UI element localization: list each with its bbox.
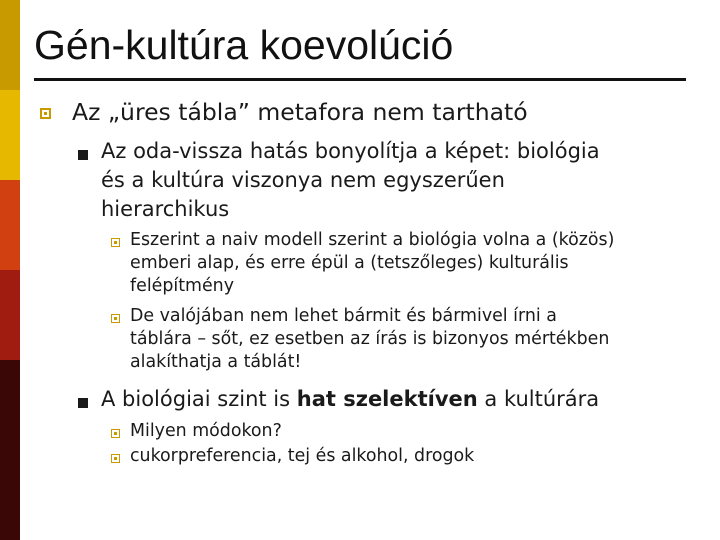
filled-square-bullet-icon	[78, 150, 88, 160]
subsub-bullet-2-line-2: táblára – sőt, ez esetben az írás is bizonyos mértékben	[130, 329, 610, 349]
square-bullet-icon	[40, 108, 51, 119]
title-underline	[34, 78, 686, 81]
side-bar-segment-1	[0, 0, 20, 90]
bullet-1-text: Az „üres tábla” metafora nem tartható	[72, 98, 528, 126]
sub-bullet-2-text-after: a kultúrára	[477, 387, 600, 411]
filled-square-bullet-icon	[78, 398, 88, 408]
side-bar-segment-2	[0, 90, 20, 180]
sub-bullet-2-text	[101, 385, 599, 414]
small-square-bullet-icon	[111, 454, 120, 463]
subsub-bullet-2-line-1: De valójában nem lehet bármit és bármivel írni a	[130, 306, 557, 326]
sub-bullet-1-line-2: és a kultúra viszonya nem egyszerűen	[101, 168, 505, 192]
subsub-bullet-1-line-1: Eszerint a naiv modell szerint a biológia volna a (közös)	[130, 230, 615, 250]
slide-title: Gén-kultúra koevolúció	[34, 22, 454, 68]
sub-bullet-1-line-1: Az oda-vissza hatás bonyolítja a képet: biológia	[101, 139, 600, 163]
sub-bullet-2-text-before: A biológiai szint is	[101, 387, 297, 411]
subsub-bullet-1-line-2: emberi alap, és erre épül a (tetszőleges) kulturális	[130, 253, 569, 273]
side-bar-segment-4	[0, 270, 20, 360]
small-square-bullet-icon	[111, 238, 120, 247]
subsub-bullet-3-text: Milyen módokon?	[130, 421, 282, 441]
small-square-bullet-icon	[111, 429, 120, 438]
small-square-bullet-icon	[111, 314, 120, 323]
subsub-bullet-4-text: cukorpreferencia, tej és alkohol, drogok	[130, 446, 475, 466]
side-bar-segment-3	[0, 180, 20, 270]
sub-bullet-2-bold-text: hat szelektíven	[296, 387, 478, 411]
subsub-bullet-1-line-3: felépítmény	[130, 276, 234, 296]
side-bar-segment-5	[0, 360, 20, 540]
subsub-bullet-2-line-3: alakíthatja a táblát!	[130, 352, 302, 372]
sub-bullet-1-line-3: hierarchikus	[101, 197, 230, 221]
